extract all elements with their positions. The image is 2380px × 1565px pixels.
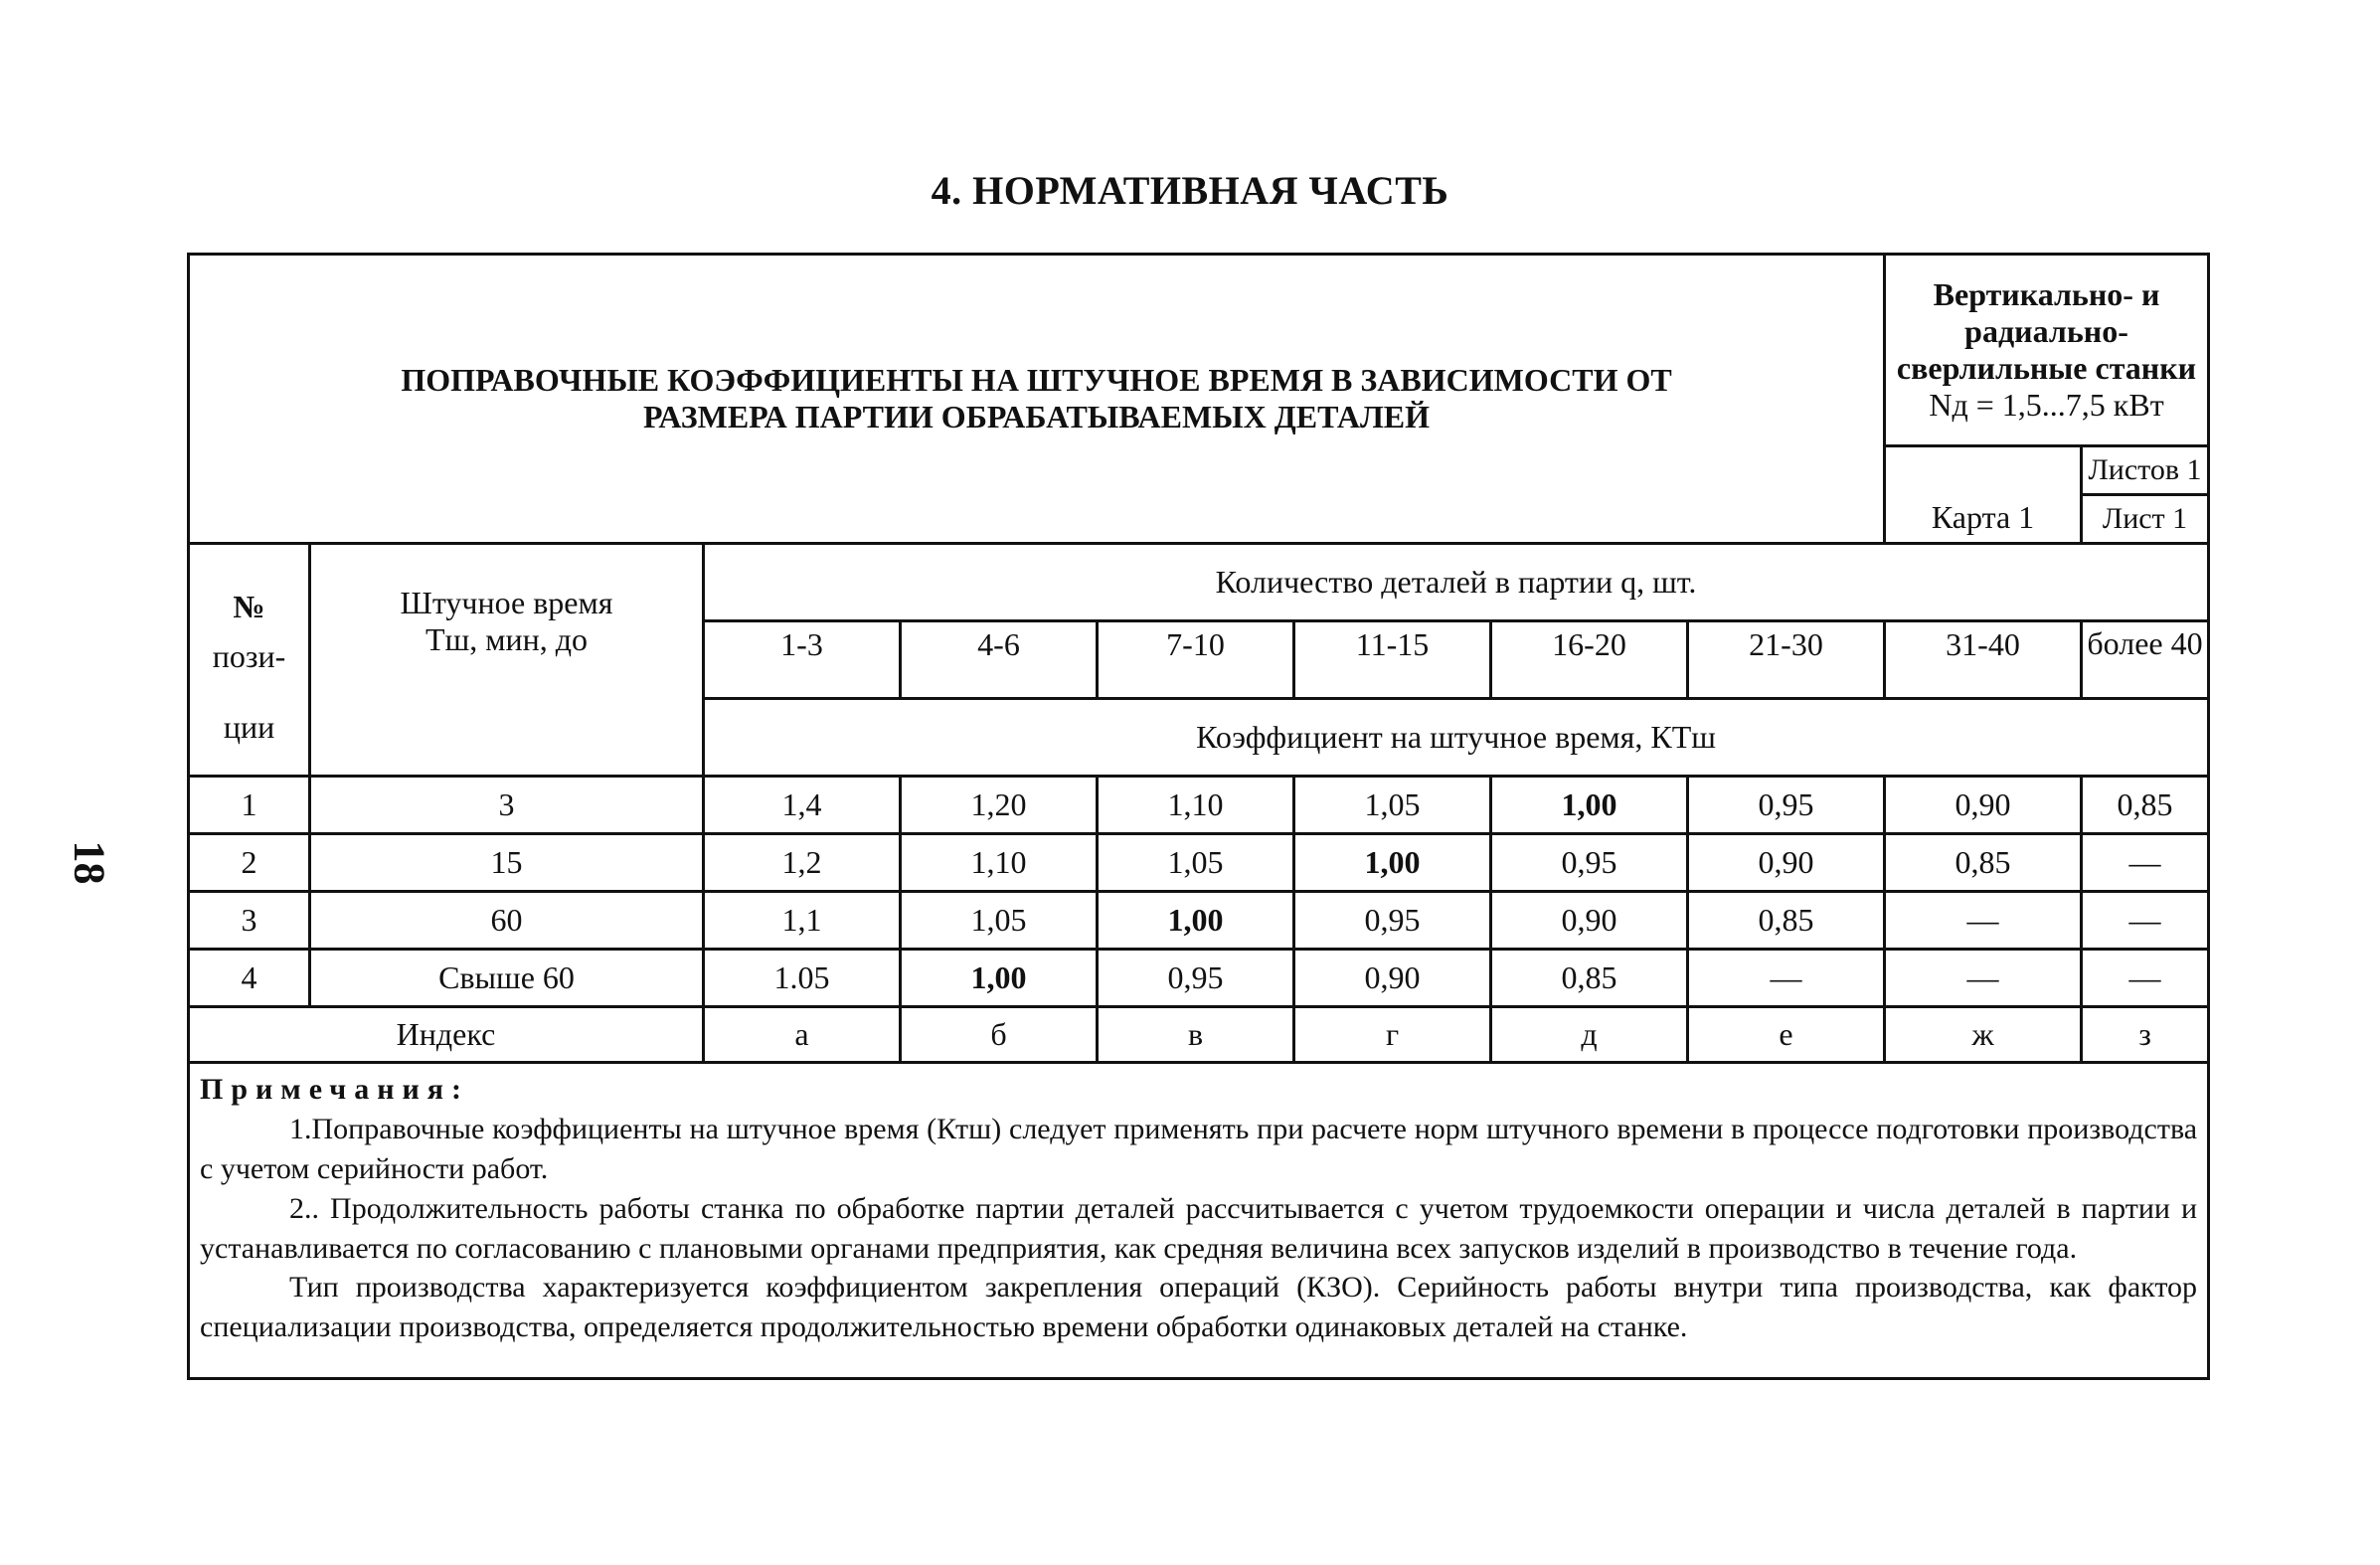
table-row <box>189 777 2209 834</box>
sheet-cells <box>2082 446 2209 544</box>
range-cell: 7-10 <box>1098 621 1294 699</box>
range-cell: более 40 <box>2082 621 2209 699</box>
index-cell: ж <box>1885 1007 2082 1063</box>
range-cell: 4-6 <box>901 621 1098 699</box>
value-cell: 1,10 <box>1098 777 1294 834</box>
table-row <box>189 892 2209 950</box>
col-position-l2: пози- <box>212 637 286 674</box>
row-time: 3 <box>310 777 704 834</box>
index-label: Индекс <box>189 1007 704 1063</box>
qty-header: Количество деталей в партии q, шт. <box>704 544 2209 621</box>
range-cell: 31-40 <box>1885 621 2082 699</box>
row-time: 15 <box>310 834 704 892</box>
row-no: 3 <box>189 892 310 950</box>
index-cell: а <box>704 1007 901 1063</box>
value-cell: 0,90 <box>1885 777 2082 834</box>
value-cell: 1,00 <box>901 950 1098 1007</box>
col-position-l3: ции <box>223 709 275 746</box>
col-position-header <box>189 544 310 777</box>
value-cell: 0,85 <box>2082 777 2209 834</box>
card-number: Карта 1 <box>1885 446 2082 544</box>
note-2: 2.. Продолжительность работы станка по обработке партии деталей рассчитывается с учетом трудоемкости операции и числа деталей в партии и устанавливается по согласованию с плановыми органами предприятия, как средняя величина всех запусков изделий в производство в течение года. <box>200 1191 2198 1265</box>
value-cell: 1,00 <box>1491 777 1688 834</box>
value-cell: 1.05 <box>704 950 901 1007</box>
machine-line2: сверлильные станки <box>1896 350 2197 386</box>
norm-table <box>187 253 2210 1380</box>
row-time: 60 <box>310 892 704 950</box>
row-no: 2 <box>189 834 310 892</box>
index-cell: д <box>1491 1007 1688 1063</box>
value-cell: 1,00 <box>1294 834 1491 892</box>
machine-line1: Вертикально- и радиально- <box>1933 276 2160 350</box>
col-time-header <box>310 544 704 777</box>
machine-info <box>1885 255 2209 446</box>
value-cell: 1,2 <box>704 834 901 892</box>
value-cell: 1,05 <box>1294 777 1491 834</box>
coef-header: Коэффициент на штучное время, КТш <box>704 699 2209 777</box>
value-cell: 0,95 <box>1294 892 1491 950</box>
page-number: 18 <box>65 840 114 885</box>
value-cell: 0,85 <box>1885 834 2082 892</box>
value-cell: 0,95 <box>1098 950 1294 1007</box>
value-cell: 1,1 <box>704 892 901 950</box>
section-title: 4. НОРМАТИВНАЯ ЧАСТЬ <box>931 168 1449 213</box>
index-cell: г <box>1294 1007 1491 1063</box>
range-cell: 21-30 <box>1688 621 1885 699</box>
value-cell: — <box>1885 950 2082 1007</box>
table-row <box>189 834 2209 892</box>
index-cell: б <box>901 1007 1098 1063</box>
table-row <box>189 950 2209 1007</box>
table-title <box>189 255 1885 544</box>
value-cell: 0,90 <box>1491 892 1688 950</box>
index-cell: е <box>1688 1007 1885 1063</box>
sheet-current: Лист 1 <box>2102 502 2188 535</box>
value-cell: 0,95 <box>1491 834 1688 892</box>
index-cell: з <box>2082 1007 2209 1063</box>
value-cell: 1,00 <box>1098 892 1294 950</box>
value-cell: 1,05 <box>1098 834 1294 892</box>
range-cell: 1-3 <box>704 621 901 699</box>
value-cell: — <box>1885 892 2082 950</box>
note-1: 1.Поправочные коэффициенты на штучное время (Ктш) следует применять при расчете норм штучного времени в процессе подготовки производства с учетом серийности работ. <box>200 1112 2198 1185</box>
note-3: Тип производства характеризуется коэффициентом закрепления операций (КЗО). Серийность работы внутри типа производства, как фактор специализации производства, определяется продолжительностью времени обработки одинаковых деталей на станке. <box>200 1271 2198 1344</box>
row-no: 4 <box>189 950 310 1007</box>
value-cell: — <box>2082 950 2209 1007</box>
table-title-line1: ПОПРАВОЧНЫЕ КОЭФФИЦИЕНТЫ НА ШТУЧНОЕ ВРЕМЯ В ЗАВИСИМОСТИ ОТ <box>401 362 1672 399</box>
machine-line3: Nд = 1,5...7,5 кВт <box>1929 386 2164 423</box>
value-cell: 1,10 <box>901 834 1098 892</box>
sheets-total: Листов 1 <box>2083 447 2207 496</box>
value-cell: — <box>2082 892 2209 950</box>
value-cell: 0,85 <box>1491 950 1688 1007</box>
value-cell: 1,20 <box>901 777 1098 834</box>
value-cell: 0,95 <box>1688 777 1885 834</box>
index-cell: в <box>1098 1007 1294 1063</box>
value-cell: — <box>1688 950 1885 1007</box>
value-cell: 1,05 <box>901 892 1098 950</box>
value-cell: — <box>2082 834 2209 892</box>
value-cell: 0,85 <box>1688 892 1885 950</box>
value-cell: 0,90 <box>1294 950 1491 1007</box>
value-cell: 0,90 <box>1688 834 1885 892</box>
col-time-l1: Штучное время <box>400 585 613 620</box>
range-cell: 16-20 <box>1491 621 1688 699</box>
row-no: 1 <box>189 777 310 834</box>
col-time-l2: Тш, мин, до <box>425 620 588 657</box>
notes-block <box>189 1063 2209 1379</box>
notes-heading: Примечания: <box>200 1073 470 1106</box>
index-row <box>189 1007 2209 1063</box>
table-title-line2: РАЗМЕРА ПАРТИИ ОБРАБАТЫВАЕМЫХ ДЕТАЛЕЙ <box>642 399 1431 435</box>
col-position-l1: № <box>233 589 265 624</box>
row-time: Свыше 60 <box>310 950 704 1007</box>
range-cell: 11-15 <box>1294 621 1491 699</box>
value-cell: 1,4 <box>704 777 901 834</box>
